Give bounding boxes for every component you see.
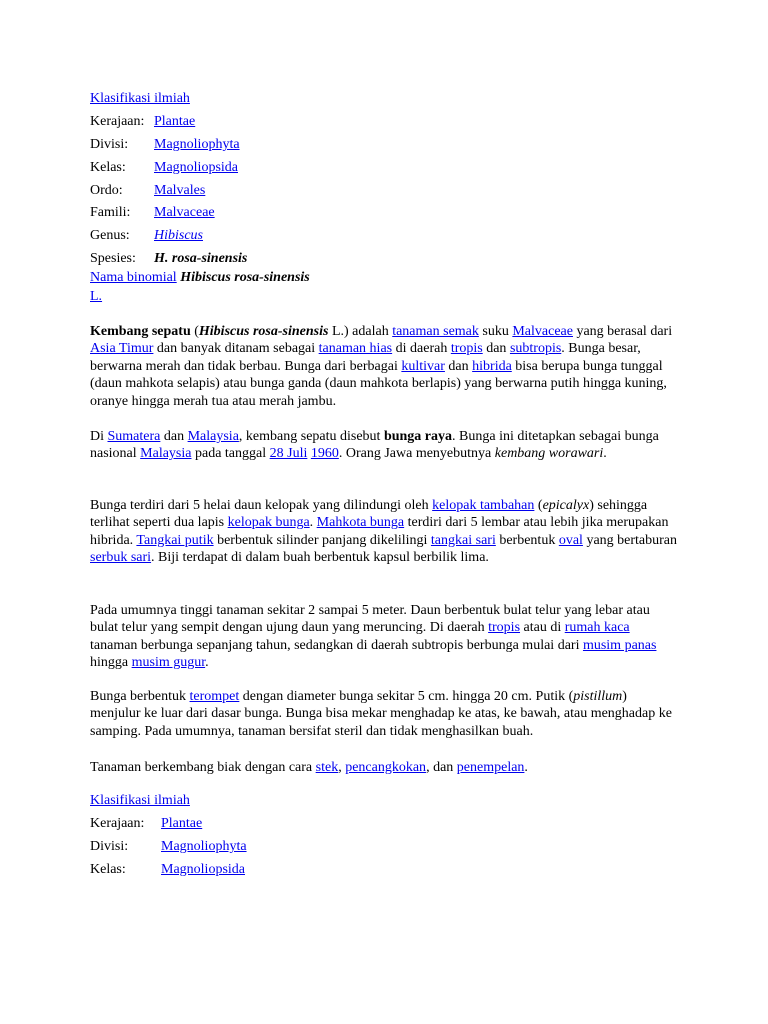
article-link[interactable]: tangkai sari: [430, 532, 496, 548]
paragraph-text: ,: [338, 760, 346, 775]
article-link[interactable]: terompet: [189, 689, 240, 704]
taxobox-row: [90, 836, 247, 859]
taxobox-value-link[interactable]: Magnoliophyta: [161, 838, 247, 854]
taxobox-value-link[interactable]: Plantae: [154, 114, 196, 130]
paragraph-text: dengan diameter bunga sekitar 5 cm. hingga 20 cm. Putik (: [239, 689, 574, 704]
article-link[interactable]: Sumatera: [107, 429, 161, 444]
paragraph-text: .: [205, 655, 209, 671]
paragraph-national-flower: [90, 428, 680, 463]
paragraph-text: Tanaman berkembang biak dengan cara: [90, 760, 316, 775]
article-link[interactable]: Malaysia: [140, 446, 192, 462]
article-link[interactable]: Malaysia: [187, 429, 239, 444]
taxobox-key: Kelas:: [90, 861, 126, 877]
taxobox-row: [90, 111, 247, 134]
paragraph-text: .: [309, 515, 317, 531]
article-link[interactable]: tropis: [488, 620, 521, 636]
paragraph-text: yang bertaburan: [582, 532, 678, 548]
taxobox-row: [90, 858, 247, 881]
article-link[interactable]: 1960: [310, 446, 339, 462]
taxobox-row: [90, 202, 247, 225]
paragraph-text: suku: [478, 324, 513, 339]
article-link[interactable]: serbuk sari: [90, 550, 152, 566]
article-link[interactable]: Mahkota bunga: [316, 515, 405, 531]
taxobox-value-link[interactable]: Plantae: [161, 816, 203, 832]
taxobox-row: [90, 225, 247, 248]
paragraph-text: .: [603, 446, 607, 462]
paragraph-text: bisa berupa bunga tunggal (daun mahkota selapis) atau bunga ganda (daun mahkota berlapis) yang berwarna putih hingga kuning, oranye hingga merah tua atau merah jambu.: [90, 358, 667, 409]
taxobox-key: Divisi:: [90, 838, 129, 854]
paragraph-text: pistillum: [573, 689, 623, 704]
paragraph-text: .: [524, 760, 528, 775]
article-link[interactable]: Asia Timur: [90, 341, 154, 357]
article-link[interactable]: hibrida: [472, 358, 512, 374]
paragraph-text: Hibiscus rosa-sinensis: [198, 324, 329, 339]
article-link[interactable]: musim panas: [582, 637, 657, 653]
taxobox-value-link[interactable]: Malvaceae: [154, 205, 215, 221]
article-link[interactable]: musim gugur: [131, 655, 206, 671]
paragraph-text: ) sehingga terlihat seperti dua lapis: [90, 498, 648, 531]
paragraph-text: berbentuk silinder panjang dikelilingi: [213, 532, 431, 548]
paragraph-text: tanaman berbunga sepanjang tahun, sedangkan di daerah subtropis berbunga mulai dari: [90, 637, 583, 653]
taxobox-row: [90, 813, 247, 836]
paragraph-propagation: [90, 759, 680, 776]
paragraph-text: pada tanggal: [191, 446, 270, 462]
taxobox-row: [90, 179, 247, 202]
article-link[interactable]: kelopak tambahan: [432, 498, 535, 513]
taxobox-key: Kerajaan:: [90, 114, 145, 130]
paragraph-text: atau di: [520, 620, 565, 636]
article-link[interactable]: stek: [315, 760, 339, 775]
paragraph-text: Bunga berbentuk: [90, 689, 190, 704]
paragraph-flower-shape: [90, 688, 680, 740]
taxobox-key: Kerajaan:: [90, 816, 145, 832]
paragraph-text: Bunga terdiri dari 5 helai daun kelopak yang dilindungi oleh: [90, 498, 433, 513]
article-link[interactable]: penempelan: [456, 760, 525, 775]
paragraph-text: Pada umumnya tinggi tanaman sekitar 2 sampai 5 meter. Daun berbentuk bulat telur yang lebar atau bulat telur yang sempit dengan ujung daun yang meruncing. Di daerah: [90, 603, 650, 636]
binomial-name: [90, 268, 310, 306]
taxobox-value: H. rosa-sinensis: [154, 250, 248, 266]
paragraph-plant-height: [90, 602, 680, 672]
paragraph-text: bunga raya: [383, 429, 453, 444]
paragraph-text: dan: [444, 358, 473, 374]
taxobox-key: Spesies:: [90, 250, 136, 266]
paragraph-text: . Bunga ini ditetapkan sebagai bunga nasional: [90, 429, 659, 462]
article-link[interactable]: tanaman semak: [392, 324, 479, 339]
taxobox-value-link[interactable]: Magnoliopsida: [161, 861, 245, 877]
taxobox-value-link[interactable]: Hibiscus: [154, 228, 203, 244]
taxobox-key: Ordo:: [90, 182, 123, 198]
taxobox-heading-link[interactable]: Klasifikasi ilmiah: [90, 793, 190, 809]
taxobox-row: [90, 248, 247, 271]
paragraph-text: , dan: [426, 760, 457, 775]
paragraph-text: , kembang sepatu disebut: [238, 429, 384, 444]
article-link[interactable]: kelopak bunga: [227, 515, 310, 531]
binomial-author-link[interactable]: L.: [90, 289, 103, 304]
article-link[interactable]: Tangkai putik: [136, 532, 214, 548]
taxobox-row: [90, 156, 247, 179]
paragraph-text: L.) adalah: [328, 324, 393, 339]
paragraph-text: (: [534, 498, 543, 513]
article-link[interactable]: rumah kaca: [564, 620, 630, 636]
binomial-label-link[interactable]: Nama binomial: [90, 270, 177, 285]
taxobox-key: Divisi:: [90, 136, 129, 152]
paragraph-text: terdiri dari 5 lembar atau lebih jika merupakan hibrida.: [90, 515, 669, 548]
taxobox-heading-link[interactable]: Klasifikasi ilmiah: [90, 91, 190, 107]
paragraph-text: ) menjulur ke luar dari dasar bunga. Bunga bisa mekar menghadap ke atas, ke bawah, atau menghadap ke samping. Pada umumnya, tanaman bersifat steril dan tidak menghasilkan buah.: [90, 689, 672, 739]
taxobox-top: [90, 88, 247, 270]
paragraph-text: dan banyak ditanam sebagai: [153, 341, 319, 357]
paragraph-text: yang berasal dari: [572, 324, 673, 339]
taxobox-key: Genus:: [90, 228, 130, 244]
article-link[interactable]: tropis: [450, 341, 483, 357]
paragraph-text: kembang worawari: [494, 446, 604, 462]
paragraph-text: berbentuk: [495, 532, 559, 548]
taxobox-value-link[interactable]: Magnoliopsida: [154, 159, 238, 175]
taxobox-key: Famili:: [90, 205, 131, 221]
article-link[interactable]: Malvaceae: [512, 324, 573, 339]
taxobox-key: Kelas:: [90, 159, 126, 175]
paragraph-text: dan: [482, 341, 510, 357]
taxobox-row: [90, 134, 247, 157]
article-link[interactable]: 28 Juli: [269, 446, 308, 462]
article-link[interactable]: oval: [558, 532, 583, 548]
taxobox-value-link[interactable]: Magnoliophyta: [154, 136, 240, 152]
paragraph-text: . Orang Jawa menyebutnya: [338, 446, 495, 462]
paragraph-text: epicalyx: [542, 498, 590, 513]
article-link[interactable]: tanaman hias: [318, 341, 393, 357]
paragraph-text: (: [190, 324, 199, 339]
article-link[interactable]: pencangkokan: [345, 760, 427, 775]
article-link[interactable]: subtropis: [509, 341, 562, 357]
binomial-value: Hibiscus rosa-sinensis: [180, 270, 310, 285]
paragraph-text: Kembang sepatu: [90, 324, 191, 339]
paragraph-text: dan: [160, 429, 188, 444]
paragraph-intro: [90, 323, 680, 410]
paragraph-text: . Bunga besar, berwarna merah dan tidak berbau. Bunga dari berbagai: [90, 341, 641, 374]
article-link[interactable]: kultivar: [401, 358, 445, 374]
paragraph-flower-structure: [90, 497, 680, 567]
paragraph-text: di daerah: [392, 341, 451, 357]
paragraph-text: Di: [90, 429, 108, 444]
paragraph-text: hingga: [90, 655, 132, 671]
taxobox-bottom: [90, 790, 247, 881]
taxobox-value-link[interactable]: Malvales: [154, 182, 206, 198]
paragraph-text: . Biji terdapat di dalam buah berbentuk kapsul berbilik lima.: [151, 550, 489, 566]
